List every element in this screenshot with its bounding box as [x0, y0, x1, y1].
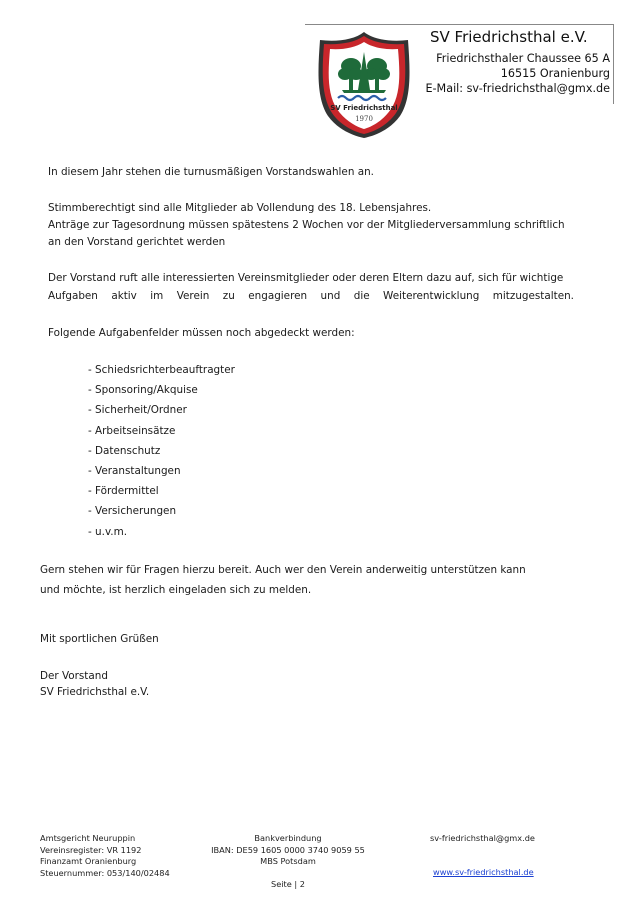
list-item: - Sponsoring/Akquise: [88, 384, 198, 397]
footer-tax-number: Steuernummer: 053/140/02484: [40, 867, 170, 878]
footer-legal: [40, 833, 170, 879]
list-item: - Versicherungen: [88, 505, 177, 518]
signature-line2: SV Friedrichsthal e.V.: [40, 686, 150, 698]
appeal-text-line2: Aufgaben aktiv im Verein zu engagieren und die Weiterentwicklung mitzugestalten.: [48, 290, 574, 302]
list-item: - Schiedsrichterbeauftragter: [88, 364, 235, 376]
closing-text-line1: Gern stehen wir für Fragen hierzu bereit. Auch wer den Verein anderweitig unterstützen kann: [40, 564, 526, 576]
list-item: - Sicherheit/Ordner: [88, 404, 187, 417]
header-right-rule: [613, 24, 614, 104]
footer-court: Amtsgericht Neuruppin: [40, 833, 136, 843]
voting-text-line1: Stimmberechtigt sind alle Mitglieder ab Vollendung des 18. Lebensjahres.: [48, 202, 432, 214]
crest-year: 1970: [355, 115, 373, 123]
footer-tax-office: Finanzamt Oranienburg: [40, 856, 137, 866]
website-link[interactable]: www.sv-friedrichsthal.de: [433, 867, 534, 877]
footer-bank-name: MBS Potsdam: [260, 856, 316, 866]
header-email: E-Mail: sv-friedrichsthal@gmx.de: [425, 82, 610, 95]
signature-line1: Der Vorstand: [40, 670, 108, 682]
voting-text-line3: an den Vorstand gerichtet werden: [48, 236, 226, 248]
address-city: 16515 Oranienburg: [500, 67, 610, 80]
footer-iban: IBAN: DE59 1605 0000 3740 9059 55: [211, 844, 365, 855]
footer-email[interactable]: sv-friedrichsthal@gmx.de: [430, 833, 535, 843]
intro-text: In diesem Jahr stehen die turnusmäßigen Vorstandswahlen an.: [48, 166, 374, 178]
club-crest-svg: [314, 28, 414, 140]
org-name: SV Friedrichsthal e.V.: [430, 28, 588, 46]
address-street: Friedrichsthaler Chaussee 65 A: [436, 52, 610, 65]
voting-text-line2: Anträge zur Tagesordnung müssen spätestens 2 Wochen vor der Mitgliederversammlung schriftlich: [48, 219, 565, 231]
footer-bank-title: Bankverbindung: [254, 833, 322, 843]
list-item: - Fördermittel: [88, 485, 159, 498]
tasks-list: [88, 362, 235, 544]
footer-register: Vereinsregister: VR 1192: [40, 844, 142, 855]
list-item: - Arbeitseinsätze: [88, 424, 176, 437]
tasks-intro: Folgende Aufgabenfelder müssen noch abgedeckt werden:: [48, 327, 355, 339]
list-item: - Veranstaltungen: [88, 464, 181, 477]
list-item: - u.v.m.: [88, 525, 128, 538]
footer-bank: [188, 833, 388, 890]
page-number: Seite | 2: [271, 878, 305, 889]
club-crest-icon: [314, 28, 414, 140]
crest-name: SV Friedrichsthal: [330, 104, 398, 112]
list-item: - Datenschutz: [88, 444, 161, 457]
header-top-rule: [305, 24, 613, 25]
appeal-text-line1: Der Vorstand ruft alle interessierten Vereinsmitglieder oder deren Eltern dazu auf, sich für wichtige: [48, 272, 564, 284]
greeting: Mit sportlichen Grüßen: [40, 633, 159, 645]
closing-text-line2: und möchte, ist herzlich eingeladen sich zu melden.: [40, 584, 312, 596]
